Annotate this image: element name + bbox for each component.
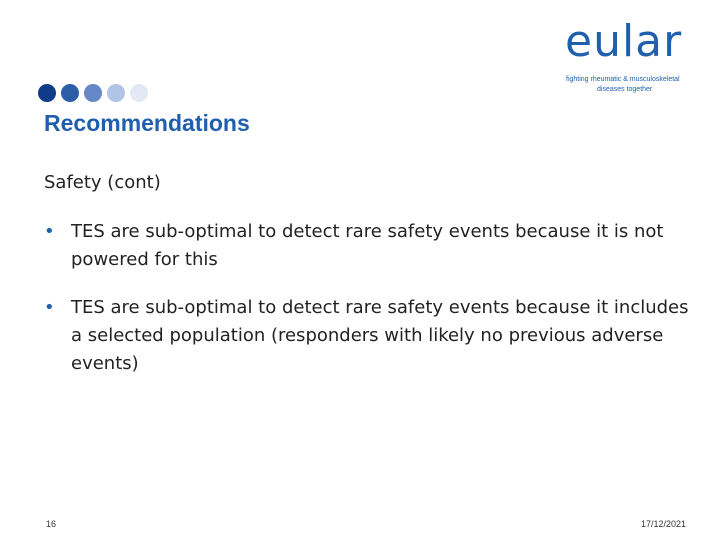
slide-date: 17/12/2021 [640,519,686,529]
slide-title: Recommendations [44,110,250,136]
page-number: 16 [46,519,57,529]
logo-tagline-line1: fighting rheumatic & musculoskeletal [566,76,680,83]
bullet-list [44,218,694,398]
eular-logo [565,16,695,96]
slide-subtitle: Safety (cont) [44,172,161,193]
decor-dot [61,84,79,102]
bullet-text: TES are sub-optimal to detect rare safety events because it includes a selected population (responders with likely no previous adverse events) [71,297,689,374]
bullet-item [44,218,694,274]
decor-dot [38,84,56,102]
logo-wordmark: eular [565,16,683,67]
decor-dot [130,84,148,102]
bullet-icon: • [44,297,55,318]
bullet-item [44,294,694,378]
bullet-text: TES are sub-optimal to detect rare safety events because it is not powered for this [71,221,664,270]
logo-tagline-line2: diseases together [597,86,653,93]
bullet-icon: • [44,221,55,242]
decor-dot [107,84,125,102]
decor-dot [84,84,102,102]
